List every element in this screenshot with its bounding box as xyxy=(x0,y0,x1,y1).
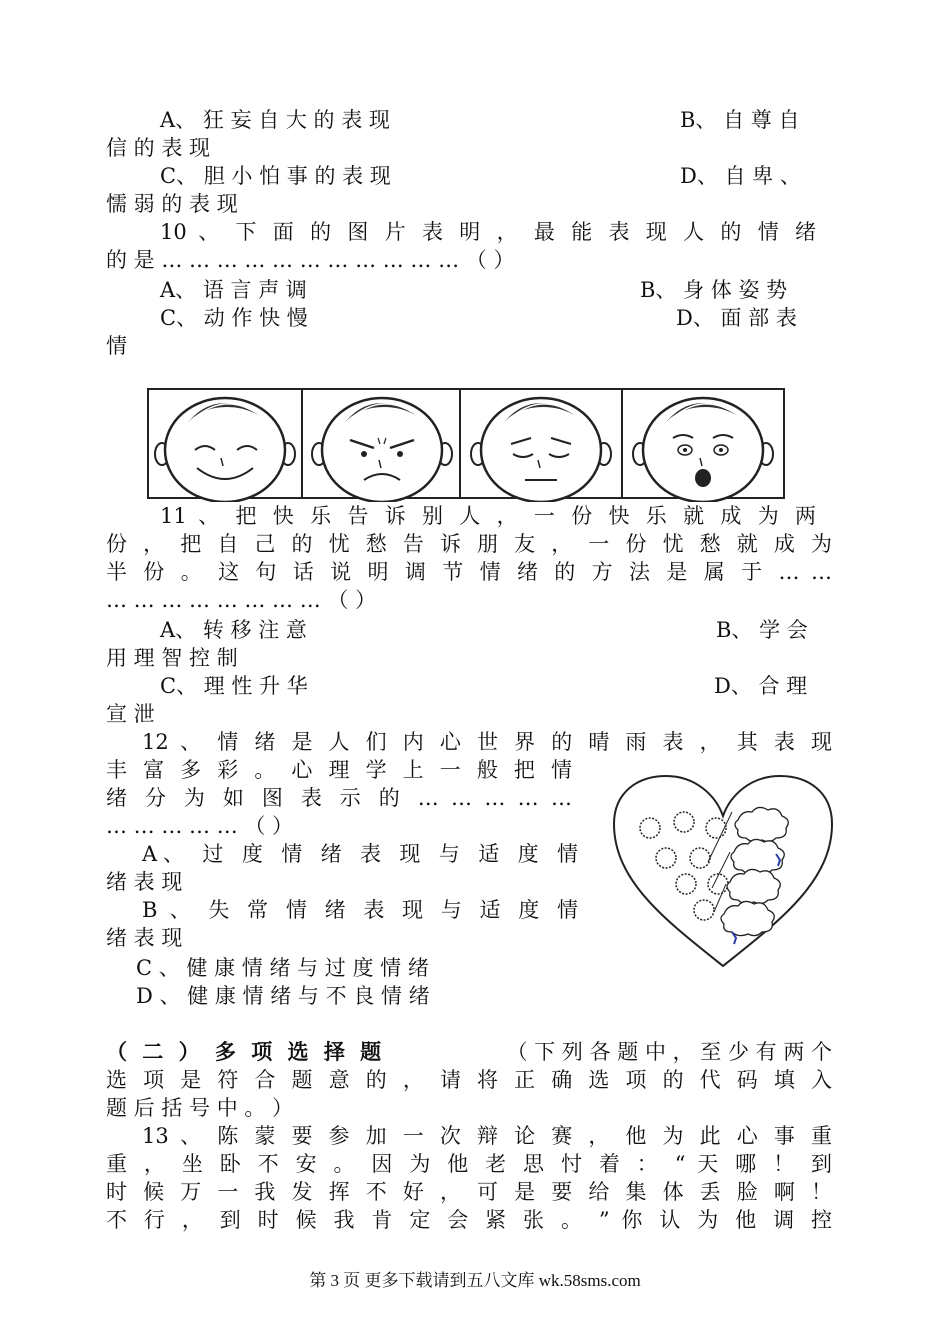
q9-option-b: B、 自 尊 自 xyxy=(680,108,800,132)
q10-option-a: A、 语 言 声 调 xyxy=(160,278,307,302)
emotion-heart-figure xyxy=(608,772,838,972)
q11-option-b: B、 学 会 xyxy=(716,618,808,642)
q12-option-b: B 、 失 常 情 绪 表 现 与 适 度 情 xyxy=(142,898,578,922)
q13-line4: 不 行 ， 到 时 候 我 肯 定 会 紧 张 。 ” 你 认 为 他 调 控 xyxy=(106,1208,832,1232)
q13-line3: 时 候 万 一 我 发 挥 不 好 ， 可 是 要 给 集 体 丢 脸 啊 ！ xyxy=(106,1180,832,1204)
facial-expressions-figure xyxy=(147,388,785,502)
section2-heading: （ 二 ） 多 项 选 择 题 xyxy=(106,1039,386,1064)
q11-line4: … … … … … … … … （ ） xyxy=(106,588,377,612)
q11-option-a: A、 转 移 注 意 xyxy=(160,618,307,642)
q12-line2: 丰 富 多 彩 。 心 理 学 上 一 般 把 情 xyxy=(106,758,572,782)
q11-option-d: D、 合 理 xyxy=(714,674,808,698)
q9-option-a: A、 狂 妄 自 大 的 表 现 xyxy=(160,108,390,132)
section2-instruction-2: 选 项 是 符 合 题 意 的 ， 请 将 正 确 选 项 的 代 码 填 入 xyxy=(106,1068,832,1092)
section2-instruction-1: （ 下 列 各 题 中 ， 至 少 有 两 个 xyxy=(506,1040,832,1064)
q12-option-d: D 、 健 康 情 绪 与 不 良 情 绪 xyxy=(136,984,430,1008)
q11-option-d-cont: 宣 泄 xyxy=(106,702,155,726)
q12-line1: 12 、 情 绪 是 人 们 内 心 世 界 的 晴 雨 表 ， 其 表 现 xyxy=(142,730,832,754)
q12-option-b-cont: 绪 表 现 xyxy=(106,926,183,950)
q13-line2: 重 ， 坐 卧 不 安 。 因 为 他 老 思 忖 着 ： “ 天 哪 ！ 到 xyxy=(106,1152,832,1176)
q11-option-c: C、 理 性 升 华 xyxy=(160,674,308,698)
q9-option-d-cont: 懦 弱 的 表 现 xyxy=(106,192,238,216)
q12-option-a-cont: 绪 表 现 xyxy=(106,870,183,894)
q10-option-d: D、 面 部 表 xyxy=(676,306,797,330)
angry-face-icon xyxy=(312,398,452,502)
q12-line4: … … … … … （ ） xyxy=(106,814,294,838)
section2-instruction-3: 题 后 括 号 中 。 ） xyxy=(106,1096,294,1120)
sad-face-icon xyxy=(471,398,611,502)
q10-option-c: C、 动 作 快 慢 xyxy=(160,306,308,330)
q11-line2: 份 ， 把 自 己 的 忧 愁 告 诉 朋 友 ， 一 份 忧 愁 就 成 为 xyxy=(106,532,832,556)
happy-face-icon xyxy=(155,398,295,502)
q9-option-d: D、 自 卑 、 xyxy=(680,164,801,188)
q10-stem-line2: 的 是 … … … … … … … … … … … （ ） xyxy=(106,248,515,272)
q10-stem-line1: 10 、 下 面 的 图 片 表 明 ， 最 能 表 现 人 的 情 绪 xyxy=(160,220,816,244)
q12-option-a: A、 过 度 情 绪 表 现 与 适 度 情 xyxy=(142,842,578,866)
q9-option-c: C、 胆 小 怕 事 的 表 现 xyxy=(160,164,391,188)
q9-option-b-cont: 信 的 表 现 xyxy=(106,136,211,160)
surprised-face-icon xyxy=(633,398,773,502)
q10-option-b: B、 身 体 姿 势 xyxy=(640,278,788,302)
q13-line1: 13 、 陈 蒙 要 参 加 一 次 辩 论 赛 ， 他 为 此 心 事 重 xyxy=(142,1124,832,1148)
q11-line3: 半 份 。 这 句 话 说 明 调 节 情 绪 的 方 法 是 属 于 … … xyxy=(106,560,832,584)
page-footer: 第 3 页 更多下载请到五八文库 wk.58sms.com xyxy=(309,1271,641,1290)
section2-title-line xyxy=(106,1038,832,1066)
q11-line1: 11 、 把 快 乐 告 诉 别 人 ， 一 份 快 乐 就 成 为 两 xyxy=(160,504,816,528)
q12-line3: 绪 分 为 如 图 表 示 的 … … … … … xyxy=(106,786,572,810)
q12-option-c: C 、 健 康 情 绪 与 过 度 情 绪 xyxy=(136,956,429,980)
q11-option-b-cont: 用 理 智 控 制 xyxy=(106,646,238,670)
q10-option-d-cont: 情 xyxy=(106,334,127,358)
